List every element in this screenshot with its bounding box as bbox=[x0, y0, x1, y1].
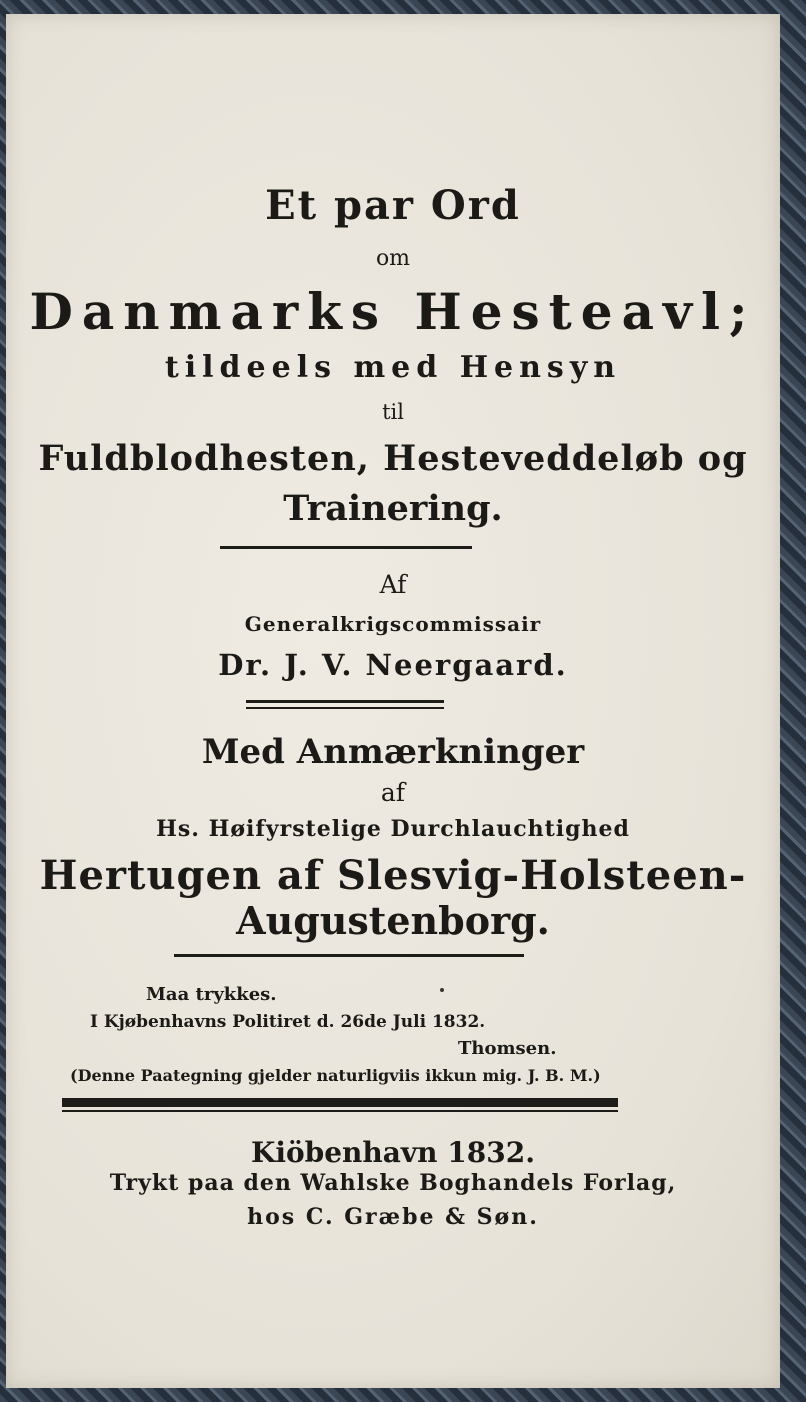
imprimatur-line-3: Thomsen. bbox=[458, 1038, 557, 1059]
title: Et par Ord bbox=[265, 182, 521, 229]
title-page bbox=[6, 14, 780, 1388]
subtitle-line-3: Trainering. bbox=[283, 488, 503, 529]
imprimatur-line-1: Maa trykkes. bbox=[146, 984, 277, 1005]
imprint-publisher-line-1: Trykt paa den Wahlske Boghandels Forlag, bbox=[109, 1170, 677, 1196]
imprimatur-line-2: I Kjøbenhavns Politiret d. 26de Juli 1832. bbox=[90, 1012, 486, 1032]
notes-heading: Med Anmærkninger bbox=[201, 732, 585, 772]
highness-line: Hs. Høifyrstelige Durchlauchtighed bbox=[156, 816, 630, 842]
divider-rule-2b bbox=[246, 707, 444, 709]
divider-rule-1 bbox=[220, 546, 472, 549]
author-rank: Generalkrigscommissair bbox=[244, 612, 542, 636]
subtitle-line-2: Fuldblodhesten, Hesteveddeløb og bbox=[38, 438, 748, 479]
divider-rule-2a bbox=[246, 700, 444, 703]
imprint-publisher-line-2: hos C. Græbe & Søn. bbox=[247, 1204, 539, 1230]
duke-line-2: Augustenborg. bbox=[236, 898, 550, 943]
subtitle-line-1: tildeels med Hensyn bbox=[164, 350, 622, 385]
divider-rule-thick bbox=[62, 1098, 618, 1107]
imprimatur-line-4: (Denne Paategning gjelder naturligviis ikkun mig. J. B. M.) bbox=[70, 1066, 601, 1085]
imprint-place-year: Kiöbenhavn 1832. bbox=[251, 1136, 535, 1169]
af-word-2: af bbox=[380, 778, 406, 807]
author-name: Dr. J. V. Neergaard. bbox=[218, 648, 568, 682]
duke-line-1: Hertugen af Slesvig-Holsteen- bbox=[39, 852, 747, 899]
divider-rule-thin bbox=[62, 1110, 618, 1112]
af-word-1: Af bbox=[379, 570, 407, 599]
main-title: Danmarks Hesteavl; bbox=[29, 282, 757, 341]
stray-dot bbox=[440, 988, 444, 992]
om-word: om bbox=[375, 246, 411, 271]
til-word: til bbox=[382, 400, 404, 424]
divider-rule-3 bbox=[174, 954, 524, 957]
